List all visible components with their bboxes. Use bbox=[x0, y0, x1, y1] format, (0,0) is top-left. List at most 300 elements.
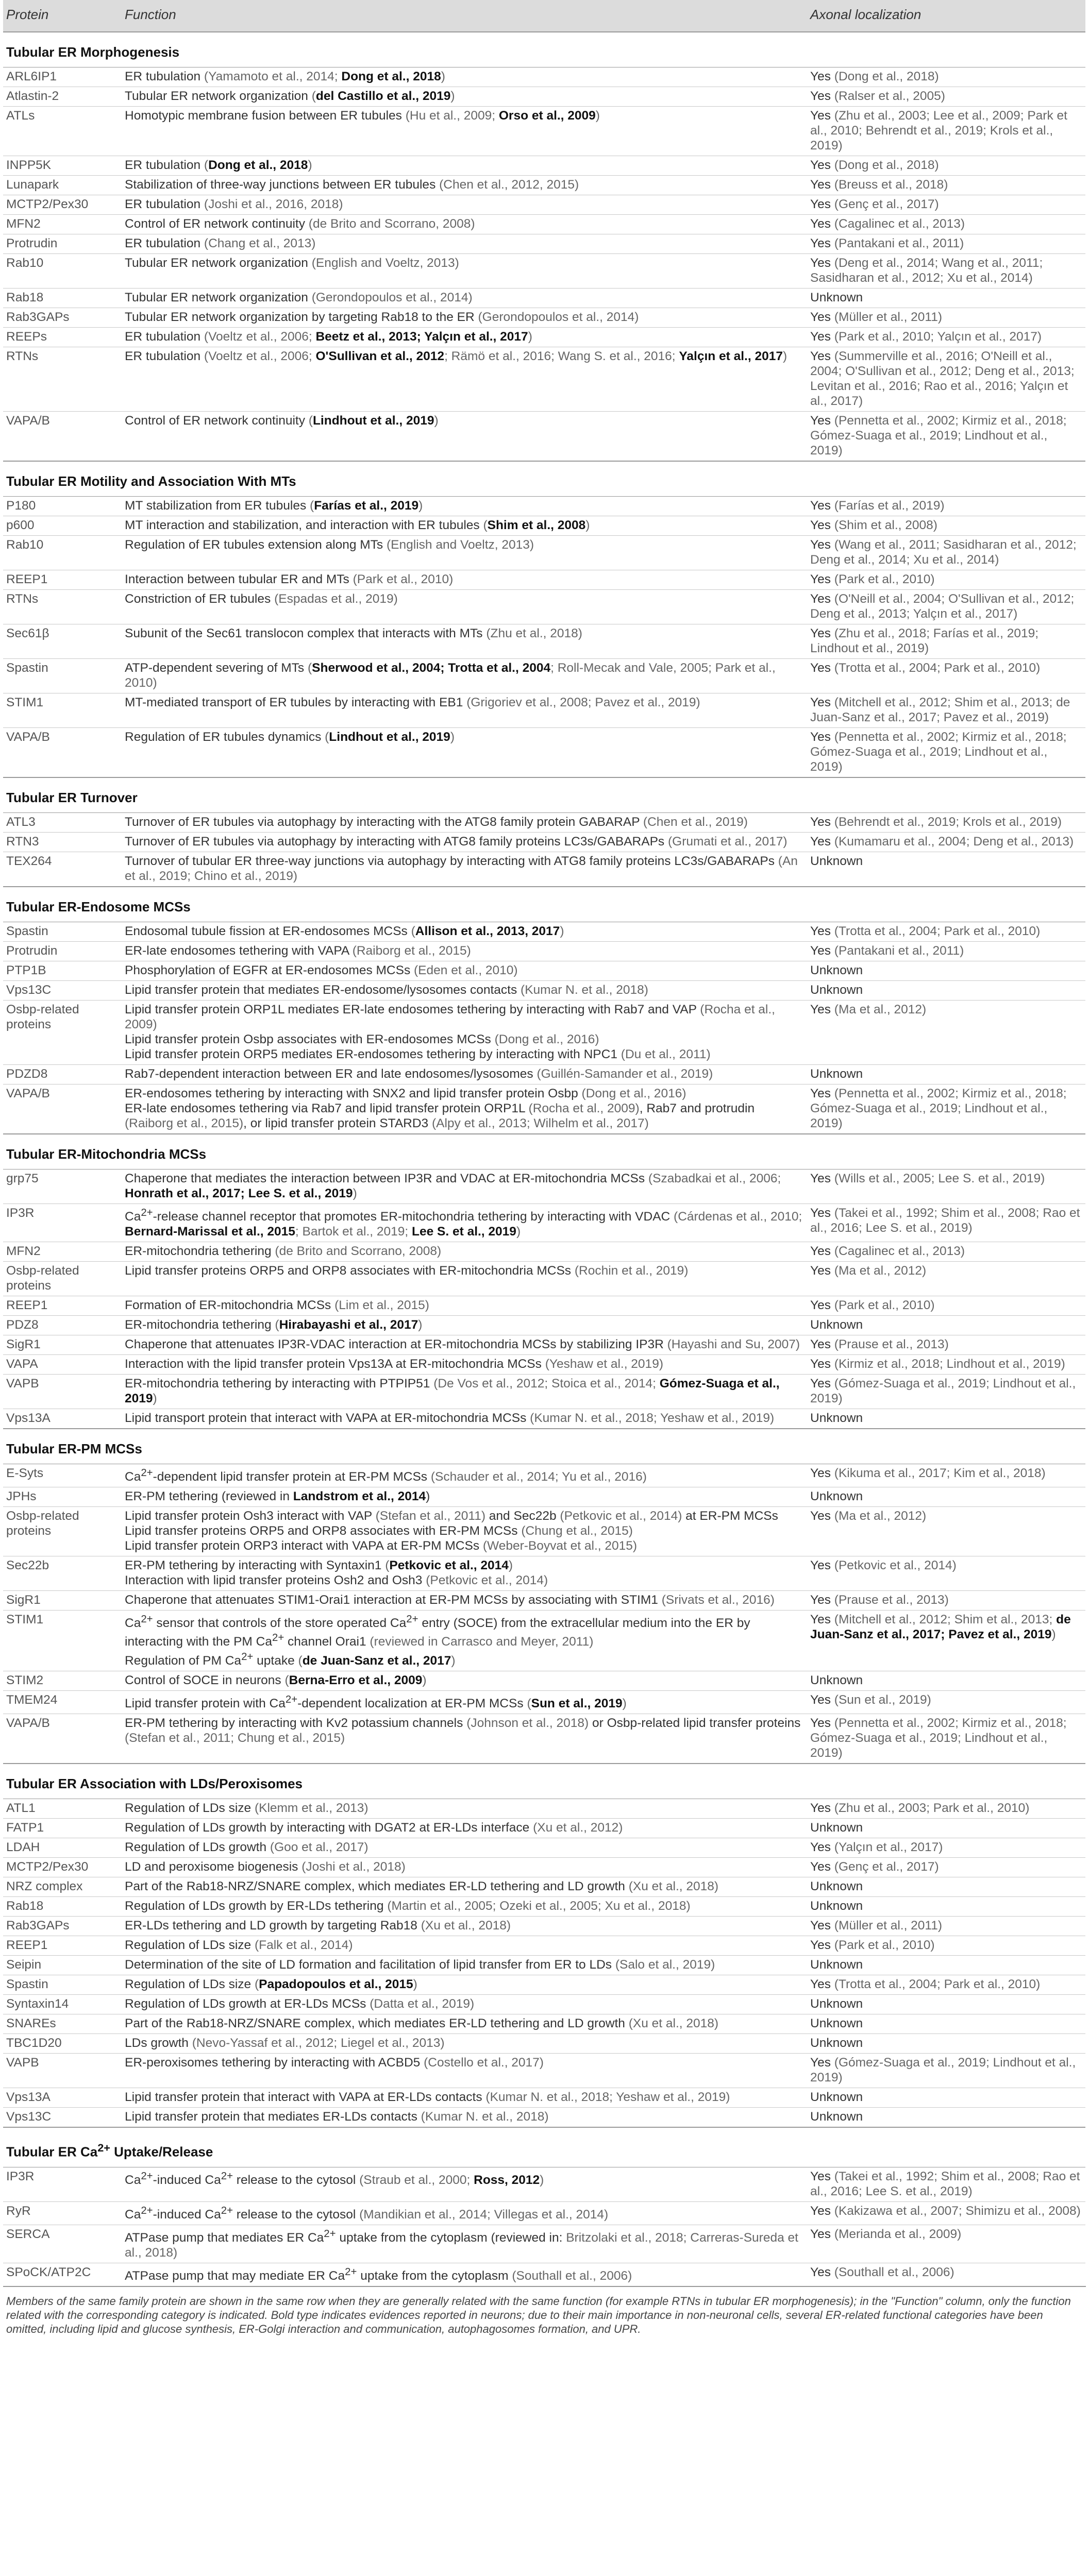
reference: (Park et al., 2010) bbox=[834, 572, 935, 586]
text-segment: MT stabilization from ER tubules bbox=[125, 499, 310, 513]
reference: (Pennetta et al., 2002; Kirmiz et al., 2018; Gómez-Suaga et al., 2019; Lindhout et al., 2019) bbox=[810, 1087, 1067, 1130]
protein-cell: MCTP2/Pex30 bbox=[3, 195, 122, 215]
text-segment: Unknown bbox=[810, 2090, 863, 2104]
text-segment: uptake bbox=[253, 1653, 298, 1668]
function-cell bbox=[122, 1936, 807, 1955]
text-segment: uptake from the cytoplasm bbox=[357, 2269, 512, 2283]
text-segment: Lipid transfer protein ORP1L mediates ER-late endosomes tethering by interacting with Rab7 and VAP bbox=[125, 1003, 700, 1016]
protein-cell: VAPB bbox=[3, 1375, 122, 1409]
function-cell bbox=[122, 1507, 807, 1556]
reference: (Klemm et al., 2013) bbox=[254, 1801, 368, 1815]
cell-paragraph bbox=[810, 498, 1081, 513]
reference: (Gómez-Suaga et al., 2019; Lindhout et al., 2019) bbox=[810, 2055, 1076, 2084]
reference: ; Roll-Mecak and Vale, 2005; Park et al., 2010) bbox=[125, 661, 776, 690]
cell-paragraph bbox=[125, 943, 803, 958]
cell-paragraph bbox=[125, 1820, 803, 1835]
cell-paragraph bbox=[125, 1263, 803, 1278]
text-segment: Turnover of ER tubules via autophagy by interacting with the ATG8 family protein GABARAP bbox=[125, 815, 643, 829]
protein-cell: LDAH bbox=[3, 1838, 122, 1857]
reference: ) bbox=[450, 89, 455, 103]
text-segment: Yes bbox=[810, 1613, 834, 1627]
function-cell bbox=[122, 2107, 807, 2127]
reference: (Cárdenas et al., 2010; bbox=[674, 1210, 802, 1224]
text-segment: Yes bbox=[810, 1558, 834, 1573]
axonal-localization-cell bbox=[807, 852, 1085, 887]
table-row bbox=[3, 176, 1085, 195]
protein-cell: RTN3 bbox=[3, 833, 122, 852]
axonal-localization-cell bbox=[807, 1084, 1085, 1134]
axonal-localization-cell bbox=[807, 536, 1085, 570]
table-row bbox=[3, 1242, 1085, 1262]
section-header-row bbox=[3, 32, 1085, 67]
reference: ( bbox=[325, 730, 329, 744]
superscript: 2+ bbox=[272, 1632, 284, 1644]
table-row bbox=[3, 1316, 1085, 1335]
text-segment: Chaperone that attenuates IP3R-VDAC interaction at ER-mitochondria MCSs by stabilizing IP3R bbox=[125, 1337, 667, 1352]
axonal-localization-cell bbox=[807, 833, 1085, 852]
protein-cell: Osbp-related proteins bbox=[3, 1507, 122, 1556]
text-segment: -dependent localization at ER-PM MCSs bbox=[297, 1696, 527, 1710]
text-segment: Regulation of LDs size bbox=[125, 1977, 255, 1991]
axonal-localization-cell bbox=[807, 2088, 1085, 2107]
function-cell bbox=[122, 1916, 807, 1936]
table-row bbox=[3, 1838, 1085, 1857]
axonal-localization-cell bbox=[807, 1409, 1085, 1429]
function-cell bbox=[122, 1690, 807, 1714]
axonal-localization-cell bbox=[807, 1975, 1085, 1994]
cell-paragraph bbox=[125, 1086, 803, 1101]
axonal-localization-cell bbox=[807, 1375, 1085, 1409]
neuron-evidence-reference: Yalçın et al., 2017 bbox=[679, 349, 783, 363]
text-segment: , or lipid transfer protein STARD3 bbox=[243, 1116, 432, 1130]
neuron-evidence-reference: Lindhout et al., 2019 bbox=[329, 730, 450, 744]
text-segment: Yes bbox=[810, 518, 834, 532]
function-cell bbox=[122, 1838, 807, 1857]
axonal-localization-cell bbox=[807, 1671, 1085, 1690]
text-segment: Unknown bbox=[810, 1957, 863, 1972]
protein-cell: MFN2 bbox=[3, 1242, 122, 1262]
protein-cell: NRZ complex bbox=[3, 1877, 122, 1896]
reference: (Pantakani et al., 2011) bbox=[834, 944, 964, 958]
axonal-localization-cell bbox=[807, 1955, 1085, 1975]
protein-cell: VAPB bbox=[3, 2053, 122, 2088]
text-segment: sensor that controls of the store operated Ca bbox=[153, 1616, 407, 1631]
cell-paragraph bbox=[125, 1523, 803, 1538]
superscript: 2+ bbox=[221, 2170, 233, 2182]
text-segment: Yes bbox=[810, 2227, 834, 2241]
cell-paragraph bbox=[810, 197, 1081, 212]
cell-paragraph bbox=[810, 518, 1081, 533]
text-segment: Yes bbox=[810, 835, 834, 849]
cell-paragraph bbox=[125, 626, 803, 641]
reference: (Müller et al., 2011) bbox=[834, 310, 943, 324]
text-segment: Part of the Rab18-NRZ/SNARE complex, which mediates ER-LD tethering and LD growth bbox=[125, 1879, 629, 1893]
axonal-localization-cell bbox=[807, 1262, 1085, 1296]
text-segment: Yes bbox=[810, 572, 834, 586]
cell-paragraph bbox=[810, 1716, 1081, 1760]
reference: (Kirmiz et al., 2018; Lindhout et al., 2019) bbox=[834, 1357, 1065, 1371]
text-segment: ER tubulation bbox=[125, 158, 204, 172]
cell-paragraph bbox=[810, 1263, 1081, 1278]
section-header-row bbox=[3, 887, 1085, 922]
reference: ( bbox=[284, 1673, 289, 1687]
function-cell bbox=[122, 693, 807, 728]
protein-cell: Vps13A bbox=[3, 2088, 122, 2107]
protein-cell: VAPA/B bbox=[3, 1714, 122, 1764]
function-cell bbox=[122, 1065, 807, 1084]
text-segment: Yes bbox=[810, 2169, 834, 2183]
reference: (Zhu et al., 2003; Park et al., 2010) bbox=[834, 1801, 1030, 1815]
text-segment: Constriction of ER tubules bbox=[125, 592, 275, 606]
reference: (Takei et al., 1992; Shim et al., 2008; Rao et al., 2016; Lee S. et al., 2019) bbox=[810, 2169, 1080, 2198]
table-row bbox=[3, 536, 1085, 570]
text-segment: Determination of the site of LD formation and facilitation of lipid transfer from ER to LDs bbox=[125, 1957, 615, 1972]
reference: (Stefan et al., 2011; Chung et al., 2015) bbox=[125, 1731, 345, 1745]
table-row bbox=[3, 254, 1085, 289]
cell-paragraph bbox=[125, 2055, 803, 2070]
text-segment: Tubular ER network organization bbox=[125, 256, 312, 270]
reference: (Grumati et al., 2017) bbox=[668, 835, 788, 849]
table-row bbox=[3, 1714, 1085, 1764]
cell-paragraph bbox=[810, 1206, 1081, 1235]
cell-paragraph bbox=[125, 1673, 803, 1688]
axonal-localization-cell bbox=[807, 1170, 1085, 1204]
protein-cell: Rab10 bbox=[3, 254, 122, 289]
cell-paragraph bbox=[125, 1509, 803, 1523]
reference: ( bbox=[307, 661, 312, 675]
neuron-evidence-reference: de Juan-Sanz et al., 2017; Pavez et al., 2019 bbox=[810, 1613, 1071, 1642]
reference: (Xu et al., 2018) bbox=[421, 1918, 511, 1933]
table-row bbox=[3, 1464, 1085, 1487]
protein-cell: PDZ8 bbox=[3, 1316, 122, 1335]
cell-paragraph bbox=[810, 1840, 1081, 1855]
reference: (Yeshaw et al., 2019) bbox=[545, 1357, 663, 1371]
axonal-localization-cell bbox=[807, 1857, 1085, 1877]
reference: ) bbox=[353, 1187, 357, 1200]
reference: (Hu et al., 2009; bbox=[405, 109, 499, 123]
cell-paragraph bbox=[125, 815, 803, 829]
protein-cell: Protrudin bbox=[3, 234, 122, 254]
header-protein: Protein bbox=[3, 0, 122, 32]
cell-paragraph bbox=[125, 1977, 803, 1992]
axonal-localization-cell bbox=[807, 590, 1085, 624]
function-cell bbox=[122, 87, 807, 107]
protein-cell: E-Syts bbox=[3, 1464, 122, 1487]
reference: (Petkovic et al., 2014) bbox=[834, 1558, 957, 1573]
text-segment: ER-late endosomes tethering with VAPA bbox=[125, 944, 353, 958]
cell-paragraph bbox=[125, 1317, 803, 1332]
cell-paragraph bbox=[125, 1573, 803, 1588]
cell-paragraph bbox=[125, 1244, 803, 1259]
cell-paragraph bbox=[810, 2204, 1081, 2218]
table-row bbox=[3, 1611, 1085, 1671]
cell-paragraph bbox=[810, 349, 1081, 409]
cell-paragraph bbox=[125, 310, 803, 325]
cell-paragraph bbox=[125, 349, 803, 364]
axonal-localization-cell bbox=[807, 308, 1085, 328]
reference: ( bbox=[204, 158, 209, 172]
function-cell bbox=[122, 1671, 807, 1690]
reference: (Southall et al., 2006) bbox=[834, 2265, 954, 2279]
text-segment: Endosomal tubule fission at ER-endosomes MCSs bbox=[125, 924, 411, 938]
reference: (Petkovic et al., 2014) bbox=[426, 1573, 548, 1588]
axonal-localization-cell bbox=[807, 1296, 1085, 1316]
table-row bbox=[3, 1896, 1085, 1916]
function-cell bbox=[122, 659, 807, 693]
axonal-localization-cell bbox=[807, 1714, 1085, 1764]
protein-cell: Rab3GAPs bbox=[3, 308, 122, 328]
reference: (de Brito and Scorrano, 2008) bbox=[275, 1244, 442, 1259]
protein-cell: IP3R bbox=[3, 1204, 122, 1242]
reference: (Gerondopoulos et al., 2014) bbox=[478, 310, 639, 324]
axonal-localization-cell bbox=[807, 195, 1085, 215]
function-cell bbox=[122, 1355, 807, 1375]
table-row bbox=[3, 2167, 1085, 2201]
cell-paragraph bbox=[125, 730, 803, 744]
reference: ) bbox=[308, 158, 312, 172]
function-cell bbox=[122, 1242, 807, 1262]
reference: (Park et al., 2010) bbox=[834, 1298, 935, 1313]
text-segment: Yes bbox=[810, 1840, 834, 1854]
text-segment: Unknown bbox=[810, 1411, 863, 1426]
reference: (Kumar N. et al., 2018) bbox=[521, 983, 648, 997]
cell-paragraph bbox=[810, 1002, 1081, 1017]
text-segment: Unknown bbox=[810, 854, 863, 868]
section-header-row bbox=[3, 2127, 1085, 2167]
neuron-evidence-reference: Dong et al., 2018 bbox=[341, 70, 441, 83]
protein-cell: SNAREs bbox=[3, 2014, 122, 2033]
cell-paragraph bbox=[125, 69, 803, 84]
reference: (Kumamaru et al., 2004; Deng et al., 2013) bbox=[834, 835, 1074, 849]
reference: (Kumar N. et al., 2018; Yeshaw et al., 2019) bbox=[530, 1411, 775, 1426]
function-cell bbox=[122, 516, 807, 536]
protein-cell: REEPs bbox=[3, 328, 122, 347]
text-segment: Formation of ER-mitochondria MCSs bbox=[125, 1298, 335, 1313]
reference: ) bbox=[622, 1696, 627, 1710]
cell-paragraph bbox=[810, 1592, 1081, 1607]
reference: (Rochin et al., 2019) bbox=[574, 1264, 689, 1278]
text-segment: Regulation of LDs size bbox=[125, 1801, 255, 1815]
section-header-row bbox=[3, 777, 1085, 813]
text-segment: ER-endosomes tethering by interacting with SNX2 and lipid transfer protein Osbp bbox=[125, 1087, 582, 1100]
neuron-evidence-reference: Petkovic et al., 2014 bbox=[389, 1558, 509, 1573]
table-row bbox=[3, 195, 1085, 215]
text-segment: Ca bbox=[125, 1616, 141, 1631]
cell-paragraph bbox=[810, 1996, 1081, 2011]
text-segment: uptake from the cytoplasm (reviewed in: bbox=[336, 2230, 566, 2245]
text-segment: Yes bbox=[810, 626, 834, 640]
cell-paragraph bbox=[810, 1801, 1081, 1816]
reference: Britzolaki et al., 2018; Carreras-Sureda et al., 2018) bbox=[125, 2230, 798, 2260]
text-segment: Yes bbox=[810, 661, 834, 675]
protein-cell: IP3R bbox=[3, 2167, 122, 2201]
protein-cell: ARL6IP1 bbox=[3, 67, 122, 87]
text-segment: Lipid transfer protein that mediates ER-LDs contacts bbox=[125, 2109, 421, 2124]
table-row bbox=[3, 1591, 1085, 1611]
table-row bbox=[3, 1296, 1085, 1316]
table-row bbox=[3, 624, 1085, 659]
cell-paragraph bbox=[810, 1466, 1081, 1481]
axonal-localization-cell bbox=[807, 2107, 1085, 2127]
cell-paragraph bbox=[810, 1692, 1081, 1707]
cell-paragraph bbox=[125, 660, 803, 690]
cell-paragraph bbox=[810, 1558, 1081, 1573]
function-cell bbox=[122, 833, 807, 852]
axonal-localization-cell bbox=[807, 981, 1085, 1001]
protein-cell: Seipin bbox=[3, 1955, 122, 1975]
table-row bbox=[3, 570, 1085, 590]
cell-paragraph bbox=[810, 1298, 1081, 1313]
table-row bbox=[3, 659, 1085, 693]
cell-paragraph bbox=[125, 1101, 803, 1131]
reference: (Du et al., 2011) bbox=[621, 1047, 711, 1061]
cell-paragraph bbox=[810, 695, 1081, 725]
text-segment: Unknown bbox=[810, 963, 863, 977]
cell-paragraph bbox=[810, 924, 1081, 939]
text-segment: Unknown bbox=[810, 291, 863, 304]
text-segment: Unknown bbox=[810, 1820, 863, 1835]
protein-cell: VAPA/B bbox=[3, 728, 122, 778]
reference: (Grigoriev et al., 2008; Pavez et al., 2019) bbox=[466, 696, 700, 709]
reference: (Gómez-Suaga et al., 2019; Lindhout et al., 2019) bbox=[810, 1377, 1076, 1406]
function-cell bbox=[122, 2263, 807, 2286]
function-cell bbox=[122, 2088, 807, 2107]
reference: (Szabadkai et al., 2006; bbox=[648, 1172, 781, 1185]
protein-cell: Vps13A bbox=[3, 1409, 122, 1429]
axonal-localization-cell bbox=[807, 2201, 1085, 2225]
cell-paragraph bbox=[810, 89, 1081, 104]
text-segment: Lipid transfer protein that mediates ER-endosome/lysosomes contacts bbox=[125, 983, 521, 997]
axonal-localization-cell bbox=[807, 1994, 1085, 2014]
protein-cell: Protrudin bbox=[3, 942, 122, 961]
reference: ( bbox=[385, 1558, 390, 1573]
reference: (Salo et al., 2019) bbox=[615, 1957, 715, 1972]
neuron-evidence-reference: Bernard-Marissal et al., 2015 bbox=[125, 1225, 295, 1239]
cell-paragraph bbox=[125, 1957, 803, 1972]
axonal-localization-cell bbox=[807, 516, 1085, 536]
text-segment: Tubular ER network organization bbox=[125, 291, 312, 304]
axonal-localization-cell bbox=[807, 813, 1085, 833]
text-segment: Yes bbox=[810, 1938, 834, 1952]
reference: (de Brito and Scorrano, 2008) bbox=[308, 217, 475, 231]
cell-paragraph bbox=[810, 1357, 1081, 1371]
text-segment: Yes bbox=[810, 1087, 834, 1100]
text-segment: Regulation of LDs growth by interacting with DGAT2 at ER-LDs interface bbox=[125, 1820, 533, 1835]
cell-paragraph bbox=[810, 1489, 1081, 1504]
axonal-localization-cell bbox=[807, 1242, 1085, 1262]
cell-paragraph bbox=[125, 1650, 803, 1668]
text-segment: Yes bbox=[810, 1264, 834, 1278]
function-cell bbox=[122, 590, 807, 624]
text-segment: ER-peroxisomes tethering by interacting with ACBD5 bbox=[125, 2055, 424, 2070]
axonal-localization-cell bbox=[807, 234, 1085, 254]
reference: (Dong et al., 2018) bbox=[834, 158, 939, 172]
cell-paragraph bbox=[810, 730, 1081, 774]
protein-cell: Lunapark bbox=[3, 176, 122, 195]
cell-paragraph bbox=[125, 1918, 803, 1933]
cell-paragraph bbox=[125, 1899, 803, 1913]
reference: (Stefan et al., 2011) bbox=[375, 1509, 485, 1523]
table-header-row bbox=[3, 0, 1085, 32]
protein-cell: FATP1 bbox=[3, 1818, 122, 1838]
protein-cell: REEP1 bbox=[3, 1296, 122, 1316]
text-segment: Unknown bbox=[810, 2109, 863, 2124]
text-segment: Turnover of ER tubules via autophagy by interacting with ATG8 family proteins LC3s/GABARAPs bbox=[125, 835, 668, 849]
protein-cell: Vps13C bbox=[3, 2107, 122, 2127]
reference: ) bbox=[595, 109, 600, 123]
cell-paragraph bbox=[810, 2169, 1081, 2199]
function-cell bbox=[122, 67, 807, 87]
cell-paragraph bbox=[125, 1002, 803, 1032]
cell-paragraph bbox=[810, 1244, 1081, 1259]
protein-cell: VAPA/B bbox=[3, 412, 122, 462]
text-segment: Chaperone that mediates the interaction between IP3R and VDAC at ER-mitochondria MCSs bbox=[125, 1172, 648, 1185]
table-row bbox=[3, 412, 1085, 462]
cell-paragraph bbox=[810, 310, 1081, 325]
text-segment: Yes bbox=[810, 1509, 834, 1523]
reference: ( bbox=[254, 1977, 259, 1991]
cell-paragraph bbox=[810, 1066, 1081, 1081]
reference: (Voeltz et al., 2006; bbox=[204, 330, 316, 344]
text-segment: Yes bbox=[810, 178, 834, 192]
reference: (Trotta et al., 2004; Park et al., 2010) bbox=[834, 1977, 1041, 1991]
reference: (Voeltz et al., 2006; bbox=[204, 349, 316, 363]
function-cell bbox=[122, 497, 807, 516]
reference: ( bbox=[308, 414, 313, 428]
axonal-localization-cell bbox=[807, 1464, 1085, 1487]
text-segment: Regulation of LDs growth at ER-LDs MCSs bbox=[125, 1996, 370, 2011]
table-row bbox=[3, 833, 1085, 852]
function-cell bbox=[122, 1994, 807, 2014]
reference: ( bbox=[483, 518, 488, 532]
table-row bbox=[3, 1065, 1085, 1084]
text-segment: Rab7-dependent interaction between ER and late endosomes/lysosomes bbox=[125, 1067, 537, 1081]
section-title bbox=[3, 2127, 1085, 2167]
text-segment: ER-PM tethering by interacting with Kv2 potassium channels bbox=[125, 1716, 467, 1730]
function-cell bbox=[122, 1262, 807, 1296]
text-segment: Yes bbox=[810, 89, 834, 103]
protein-cell: MCTP2/Pex30 bbox=[3, 1857, 122, 1877]
text-segment: Yes bbox=[810, 1172, 834, 1185]
superscript: 2+ bbox=[141, 2205, 153, 2216]
table-row bbox=[3, 289, 1085, 308]
text-segment: Unknown bbox=[810, 1879, 863, 1893]
section-title: Tubular ER Turnover bbox=[3, 777, 1085, 813]
cell-paragraph bbox=[810, 413, 1081, 458]
function-cell bbox=[122, 2225, 807, 2263]
text-segment: ATPase pump that may mediate ER Ca bbox=[125, 2269, 345, 2283]
axonal-localization-cell bbox=[807, 728, 1085, 778]
protein-cell: SigR1 bbox=[3, 1335, 122, 1355]
text-segment: ER tubulation bbox=[125, 197, 204, 211]
text-segment: Yes bbox=[810, 1377, 834, 1391]
table-row bbox=[3, 1857, 1085, 1877]
text-segment: Lipid transfer proteins ORP5 and ORP8 associates with ER-PM MCSs bbox=[125, 1524, 522, 1538]
reference: (Goo et al., 2017) bbox=[270, 1840, 368, 1854]
cell-paragraph bbox=[125, 108, 803, 123]
table-row bbox=[3, 728, 1085, 778]
table-row bbox=[3, 497, 1085, 516]
cell-paragraph bbox=[810, 943, 1081, 958]
protein-cell: p600 bbox=[3, 516, 122, 536]
text-segment: Yes bbox=[810, 696, 834, 709]
function-cell bbox=[122, 347, 807, 412]
axonal-localization-cell bbox=[807, 624, 1085, 659]
reference: (Chen et al., 2019) bbox=[643, 815, 748, 829]
reference: ( bbox=[298, 1653, 303, 1668]
reference: ) bbox=[1051, 1628, 1056, 1642]
table-row bbox=[3, 852, 1085, 887]
